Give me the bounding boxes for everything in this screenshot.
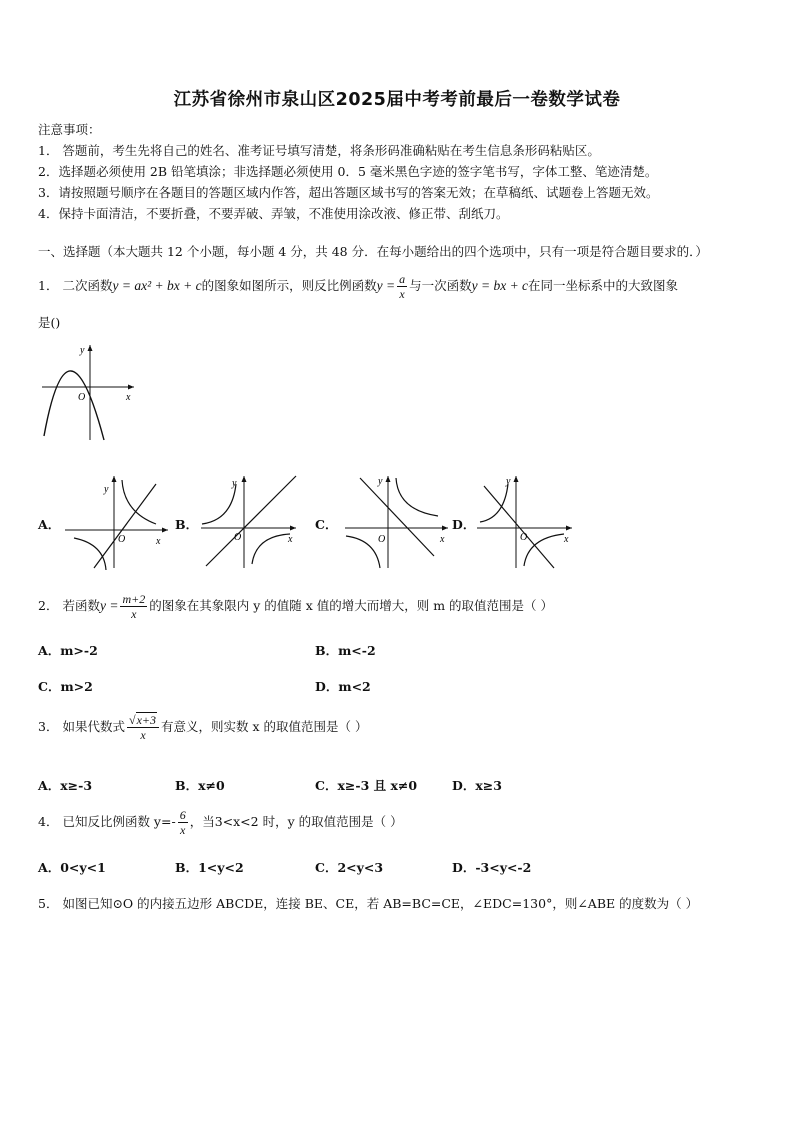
denominator: x [399, 287, 405, 301]
q3-text-2: 有意义，则实数 x 的取值范围是（ ） [161, 719, 368, 734]
numerator: √x+3 [127, 713, 159, 728]
q1-formula-3: y = bx + c [471, 278, 529, 293]
svg-text:y: y [378, 476, 383, 487]
numerator: m+2 [122, 592, 146, 606]
q4-text-2: ，当3<x<2 时，y 的取值范围是（ ） [189, 814, 403, 829]
q4-text-1: 已知反比例函数 y=- [62, 814, 176, 829]
notes-heading: 注意事项： [38, 122, 101, 137]
q4-option-c[interactable]: C．2<y<3 [315, 860, 384, 875]
question-number: 3． [38, 719, 59, 734]
q1-text-3: 与一次函数 [409, 278, 472, 293]
q2-fraction [120, 592, 147, 621]
q2-formula: y = [99, 598, 119, 613]
numerator: 6 [179, 808, 186, 822]
q1-option-b[interactable]: B． [175, 517, 199, 532]
q1-fraction [397, 272, 407, 301]
note-item: 4．保持卡面清洁，不要折叠，不要弄破、弄皱，不准使用涂改液、修正带、刮纸刀。 [38, 206, 509, 221]
q4-option-d[interactable]: D．-3<y<-2 [452, 860, 532, 875]
q2-text-2: 的图象在其象限内 y 的值随 x 值的增大而增大，则 m 的取值范围是（ ） [149, 598, 553, 613]
q3-text-1: 如果代数式 [62, 719, 125, 734]
q1-stem-end: 是() [38, 315, 61, 330]
svg-text:y: y [104, 484, 109, 495]
q1-option-c-graph [340, 472, 450, 572]
note-item: 2．选择题必须使用 2B 铅笔填涂；非选择题必须使用 0．5 毫米黑色字迹的签字笔书写，字体工整、笔迹清楚。 [38, 164, 658, 179]
q1-option-c[interactable]: C． [315, 517, 338, 532]
denominator: x [140, 728, 146, 742]
svg-text:x: x [156, 536, 161, 547]
svg-text:y: y [232, 478, 237, 489]
note-item: 3．请按照题号顺序在各题目的答题区域内作答，超出答题区域书写的答案无效；在草稿纸、试题卷上答题无效。 [38, 185, 659, 200]
q2-option-b[interactable]: B．m<-2 [315, 643, 376, 658]
svg-text:x: x [440, 534, 445, 545]
q3-option-c[interactable]: C．x≥-3 且 x≠0 [315, 778, 418, 793]
svg-text:x: x [288, 534, 293, 545]
q1-option-d-graph [472, 472, 582, 572]
q1-text-1: 二次函数 [62, 278, 113, 293]
question-5-stem [38, 894, 698, 912]
q1-option-d[interactable]: D． [452, 517, 476, 532]
q4-option-b[interactable]: B．1<y<2 [175, 860, 244, 875]
denominator: x [180, 823, 186, 837]
denominator: x [131, 607, 137, 621]
q1-parabola-figure [38, 340, 138, 445]
q3-option-b[interactable]: B．x≠0 [175, 778, 225, 793]
q1-option-a[interactable]: A． [38, 517, 61, 532]
page-title: 江苏省徐州市泉山区2025届中考考前最后一卷数学试卷 [173, 90, 621, 110]
q1-formula-2: y = [376, 278, 396, 293]
q5-text: 如图已知⊙O 的内接五边形 ABCDE，连接 BE、CE，若 AB=BC=CE，∠EDC=130°，则∠ABE 的度数为（ ） [62, 896, 699, 911]
q3-fraction [127, 713, 159, 742]
question-1-stem [38, 272, 678, 301]
question-4-stem [38, 808, 403, 837]
q3-option-a[interactable]: A．x≥-3 [38, 778, 93, 793]
note-item: 1． 答题前，考生先将自己的姓名、准考证号填写清楚，将条形码准确粘贴在考生信息条形码粘贴区。 [38, 143, 600, 158]
question-number: 2． [38, 598, 59, 613]
q2-option-c[interactable]: C．m>2 [38, 679, 93, 694]
q3-option-d[interactable]: D．x≥3 [452, 778, 502, 793]
section-heading: 一、选择题（本大题共 12 个小题，每小题 4 分，共 48 分．在每小题给出的四个选项中，只有一项是符合题目要求的．） [38, 244, 708, 259]
svg-text:O: O [520, 532, 528, 543]
svg-text:x: x [564, 534, 569, 545]
q1-text-4: 在同一坐标系中的大致图象 [528, 278, 679, 293]
q2-text-1: 若函数 [62, 598, 100, 613]
y-axis-label: y [80, 345, 85, 356]
question-number: 4． [38, 814, 59, 829]
svg-text:y: y [506, 476, 511, 487]
notes-block [38, 119, 768, 224]
svg-text:O: O [234, 532, 242, 543]
q4-option-a[interactable]: A．0<y<1 [38, 860, 106, 875]
q2-option-a[interactable]: A．m>-2 [38, 643, 98, 658]
svg-text:O: O [378, 534, 386, 545]
question-number: 1． [38, 278, 59, 293]
q1-option-b-graph [196, 472, 306, 572]
q1-option-a-graph [60, 472, 170, 572]
q1-text-2: 的图象如图所示，则反比例函数 [201, 278, 377, 293]
x-axis-label: x [126, 392, 131, 403]
question-3-stem [38, 713, 367, 742]
q2-option-d[interactable]: D．m<2 [315, 679, 371, 694]
q4-fraction [178, 808, 188, 837]
question-number: 5． [38, 896, 59, 911]
question-2-stem [38, 592, 553, 621]
svg-text:O: O [118, 534, 126, 545]
sqrt-radicand: x+3 [136, 713, 156, 727]
numerator: a [399, 272, 406, 286]
origin-label: O [78, 392, 86, 403]
q1-formula-1: y = ax² + bx + c [112, 278, 202, 293]
